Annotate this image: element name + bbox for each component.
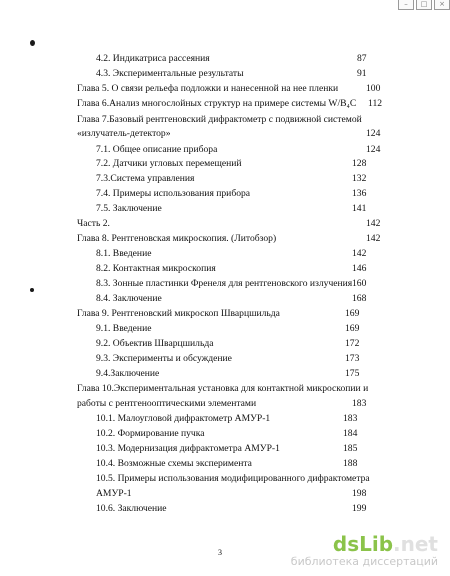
- watermark-logo: [291, 533, 438, 555]
- toc-entry-title: 9.1. Введение: [96, 323, 152, 334]
- toc-entry-page: 124: [366, 128, 381, 139]
- toc-entry-title: 8.4. Заключение: [96, 293, 162, 304]
- toc-entry-page: 142: [352, 248, 367, 259]
- toc-entry-title: 7.5. Заключение: [96, 203, 162, 214]
- toc-entry-title: Часть 2.: [77, 218, 110, 229]
- minimize-button[interactable]: –: [398, 0, 414, 10]
- toc-entry-title: 7.1. Общее описание прибора: [96, 144, 218, 155]
- toc-entry-page: 141: [352, 203, 367, 214]
- toc-entry-page: 169: [345, 323, 360, 334]
- toc-entry-title: Глава 5. О связи рельефа подложки и нанесенной на нее пленки: [77, 83, 339, 94]
- toc-entry-title: Глава 6.Анализ многослойных структур на примере системы W/B₄C: [77, 98, 357, 109]
- toc-entry-page: 136: [352, 188, 367, 199]
- toc-entry-title: 8.3. Зонные пластинки Френеля для рентгеновского излучения: [96, 278, 353, 289]
- toc-entry-title: 10.5. Примеры использования модифицированного дифрактометра: [96, 473, 370, 484]
- toc-entry-title: 9.4.Заключение: [96, 368, 160, 379]
- watermark: [291, 533, 438, 568]
- toc-entry-page: 124: [366, 144, 381, 155]
- toc-entry-page: 146: [352, 263, 367, 274]
- toc-entry-page: 199: [352, 503, 367, 514]
- toc-entry-page: 183: [352, 398, 367, 409]
- toc-entry-page: 87: [357, 53, 367, 64]
- toc-entry-page: 100: [366, 83, 381, 94]
- toc-entry-title: Глава 7.Базовый рентгеновский дифрактометр с подвижной системой: [77, 114, 362, 125]
- toc-entry-title: 8.1. Введение: [96, 248, 152, 259]
- toc-entry-page: 128: [352, 158, 367, 169]
- toc-entry-title: 10.1. Малоугловой дифрактометр АМУР-1: [96, 413, 271, 424]
- toc-entry-title: 10.2. Формирование пучка: [96, 428, 205, 439]
- toc-entry-title: 9.3. Эксперименты и обсуждение: [96, 353, 232, 364]
- toc-entry-page: 175: [345, 368, 360, 379]
- toc-entry-page: 142: [366, 218, 381, 229]
- toc-entry-title: «излучатель-детектор»: [77, 128, 171, 139]
- toc-entry-page: 198: [352, 488, 367, 499]
- toc-entry-page: 142: [366, 233, 381, 244]
- toc-entry-page: 112: [368, 98, 383, 109]
- toc-entry-title: 7.2. Датчики угловых перемещений: [96, 158, 242, 169]
- close-button[interactable]: ×: [434, 0, 450, 10]
- watermark-subtitle: библиотека диссертаций: [290, 555, 438, 568]
- toc-entry-title: 4.2. Индикатриса рассеяния: [96, 53, 210, 64]
- toc-entry-title: Глава 8. Рентгеновская микроскопия. (Литобзор): [77, 233, 277, 244]
- page-number: 3: [218, 548, 222, 557]
- toc-entry-title: 8.2. Контактная микроскопия: [96, 263, 216, 274]
- toc-entry-title: 10.6. Заключение: [96, 503, 167, 514]
- toc-entry-title: 7.4. Примеры использования прибора: [96, 188, 251, 199]
- toc-entry-page: 172: [345, 338, 360, 349]
- toc-entry-page: 160: [352, 278, 367, 289]
- toc-entry-page: 184: [343, 428, 358, 439]
- toc-entry-page: 188: [343, 458, 358, 469]
- toc-entry-title: работы с рентгенооптическими элементами: [77, 398, 257, 409]
- toc-entry-title: Глава 10.Экспериментальная установка для контактной микроскопии и: [77, 383, 369, 394]
- toc-entry-page: 168: [352, 293, 367, 304]
- toc-entry-page: 183: [343, 413, 358, 424]
- toc-entry-title: 10.3. Модернизация дифрактометра АМУР-1: [96, 443, 280, 454]
- toc-entry-page: 173: [345, 353, 360, 364]
- toc-entry-page: 91: [357, 68, 367, 79]
- toc-entry-page: 132: [352, 173, 367, 184]
- toc-entry-title: 9.2. Объектив Шварцшильда: [96, 338, 214, 349]
- toc-entry-page: 169: [345, 308, 360, 319]
- toc-entry-title: 4.3. Экспериментальные результаты: [96, 68, 244, 79]
- toc-entry-title: 10.4. Возможные схемы эксперимента: [96, 458, 252, 469]
- watermark-logo-tld: .net: [393, 532, 438, 556]
- toc-entry-page: 185: [343, 443, 358, 454]
- watermark-logo-main: dsLib: [332, 532, 394, 556]
- toc-entry-title: Глава 9. Рентгеновский микроскоп Шварцшильда: [77, 308, 280, 319]
- maximize-button[interactable]: □: [416, 0, 432, 10]
- toc-entry-title: 7.3.Система управления: [96, 173, 195, 184]
- toc-entry-title: АМУР-1: [96, 488, 132, 499]
